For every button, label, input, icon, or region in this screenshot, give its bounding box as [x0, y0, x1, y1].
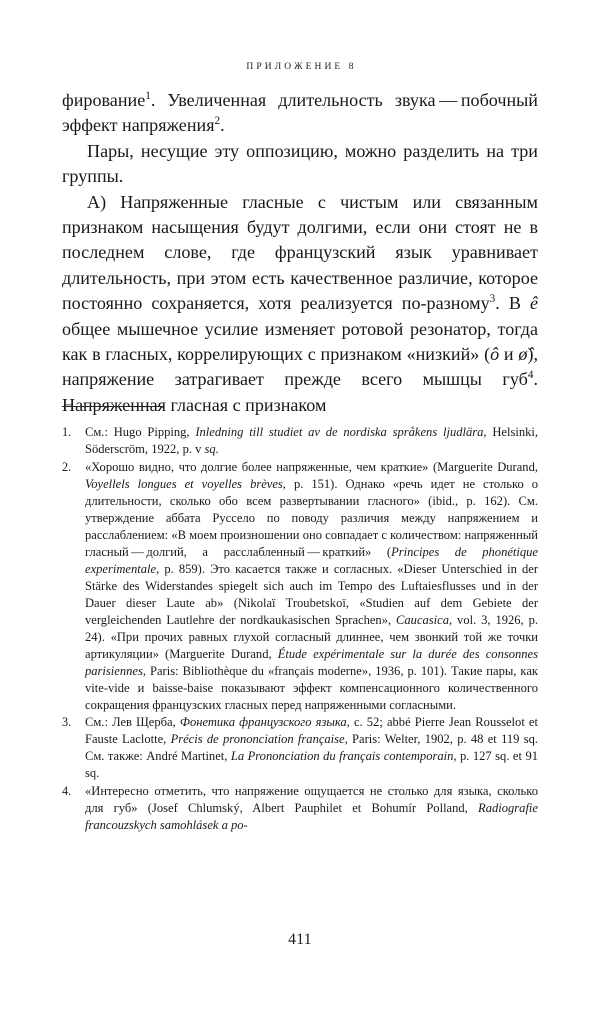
text-run: общее мышечное усилие изменяет ротовой резонатор, тогда как в гласных, коррелирующих с признаком «низкий» (: [62, 318, 538, 365]
footnote-item: [62, 714, 538, 782]
text-run: См.: Лев Щерба,: [85, 715, 180, 729]
text-run: , p. 127 sq. et 91 sq.: [85, 749, 538, 780]
footnote-text: [85, 783, 538, 834]
text-run: См.: Hugo Pipping,: [85, 425, 196, 439]
text-run: , с. 52; abbé Pierre Jean Rousselot et Fauste Laclotte,: [85, 715, 538, 746]
footnote-item: [62, 459, 538, 714]
footnote-item: [62, 424, 538, 458]
footnote-separator-rule: [62, 406, 163, 407]
footnote-number: 4.: [62, 783, 72, 798]
footnote-marker: 3: [489, 293, 496, 306]
text-run: «Интересно отметить, что напряжение ощущается не столько для языка, сколько для губ» (Josef Chlumský, Albert Pauphilet et Bohumír Polland,: [85, 783, 538, 815]
footnote-text: [85, 714, 538, 782]
italic-title: Фонетика французского языка: [179, 715, 347, 729]
text-run: , Paris: Welter, 1902, p. 48 et 119 sq. См. также: André Martinet,: [85, 732, 538, 763]
italic-title: ø̂: [518, 344, 528, 365]
text-run: , Paris: Bibliothèque du «français moderne», 1936, p. 101). Такие пары, как vite-vide и baisse-baise показывают эффект компенсационного количественного сокращения французских гласных перед напряженными согласными.: [85, 663, 538, 712]
footnote-marker: 1: [145, 89, 151, 102]
page-number: 411: [288, 931, 312, 948]
italic-title: Radiografie francouzskych samohlásek a po-: [85, 800, 538, 832]
footnote-list: [62, 424, 538, 834]
footnote-number: 2.: [62, 459, 72, 474]
italic-title: ô: [490, 344, 500, 365]
text-run: p. 859). Это касается также и согласных. «Dieser Unterschied in der Stärke des Widerstandes spiegelt sich auch im Tempo des Luftaiesflusses und in der Dauer dieser Laute ab» (Nikolaï Troubetskoï, «Studien auf dem Gebiete der vergleichenden Lautlehre der nordkaukasischen Sprachen»,: [85, 561, 538, 627]
paragraph: [62, 139, 538, 190]
paragraph: [62, 88, 538, 139]
running-head: ПРИЛОЖЕНИЕ 8: [246, 62, 357, 72]
footnote-text: [85, 459, 538, 714]
text-run: А) Напряженные гласные с чистым или связанным признаком насыщения будут долгими, если они стоят не в последнем слове, где французский язык уравнивает длительность, при этом есть качественное различие, которое постоянно сохраняется, хотя реализуется по-разному: [62, 191, 538, 314]
text-run: и: [499, 344, 519, 365]
italic-title: Précis de prononciation française: [170, 732, 345, 746]
italic-title: Principes de phonétique experimentale,: [85, 544, 538, 576]
paragraph: [62, 190, 538, 419]
footnote-marker: 4: [527, 369, 534, 382]
italic-title: Inledning till studiet av de nordiska språkens ljudlära: [195, 425, 484, 439]
italic-title: La Prononciation du français contemporain: [230, 749, 454, 763]
italic-title: ê: [529, 293, 539, 314]
text-run: , Helsinki, Söderscröm, 1922, p. v: [85, 425, 538, 456]
text-run: фирование: [62, 90, 146, 110]
footnote-number: 1.: [62, 425, 72, 439]
text-run: . В: [495, 293, 530, 314]
footnote-text: [85, 424, 538, 458]
italic-title: Voyellels longues et voyelles brèves,: [85, 476, 286, 491]
footnote-marker: 2: [214, 115, 221, 128]
italic-title: sq.: [204, 442, 219, 456]
text-run: «Хорошо видно, что долгие более напряженные, чем краткие» (Marguerite Durand,: [85, 459, 538, 474]
italic-title: Caucasica: [396, 612, 450, 627]
text-run: , vol. 3, 1926, p. 24). «При прочих равных глухой согласный длиннее, чем звонкий той же точки артикуляции» (Marguerite Durand,: [85, 612, 539, 661]
text-run: Пары, несущие эту оппозицию, можно разделить на три группы.: [62, 140, 538, 187]
text-run: . Увеличенная длительность звука — побочный эффект напряжения: [62, 90, 538, 136]
text-run: ), напряжение затрагивает прежде всего мышцы губ: [62, 344, 538, 390]
text-run: .: [220, 115, 225, 136]
italic-title: Étude expérimentale sur la durée des consonnes parisiennes: [85, 646, 538, 678]
text-run: . Напряженная гласная с признаком: [62, 369, 538, 415]
footnote-number: 3.: [62, 715, 72, 729]
footnote-item: [62, 783, 538, 834]
text-run: p. 151). Однако «речь идет не столько о длительности, сколько обо всем развертывании гласного» (ibid., p. 162). См. утверждение аббата Руссело по поводу различия между напряжением и расслаблением: «В моем произношении оно совпадает с количеством: напряженный гласный — долгий, а расслабленный — краткий» (: [85, 476, 539, 559]
body-text: [62, 88, 538, 418]
